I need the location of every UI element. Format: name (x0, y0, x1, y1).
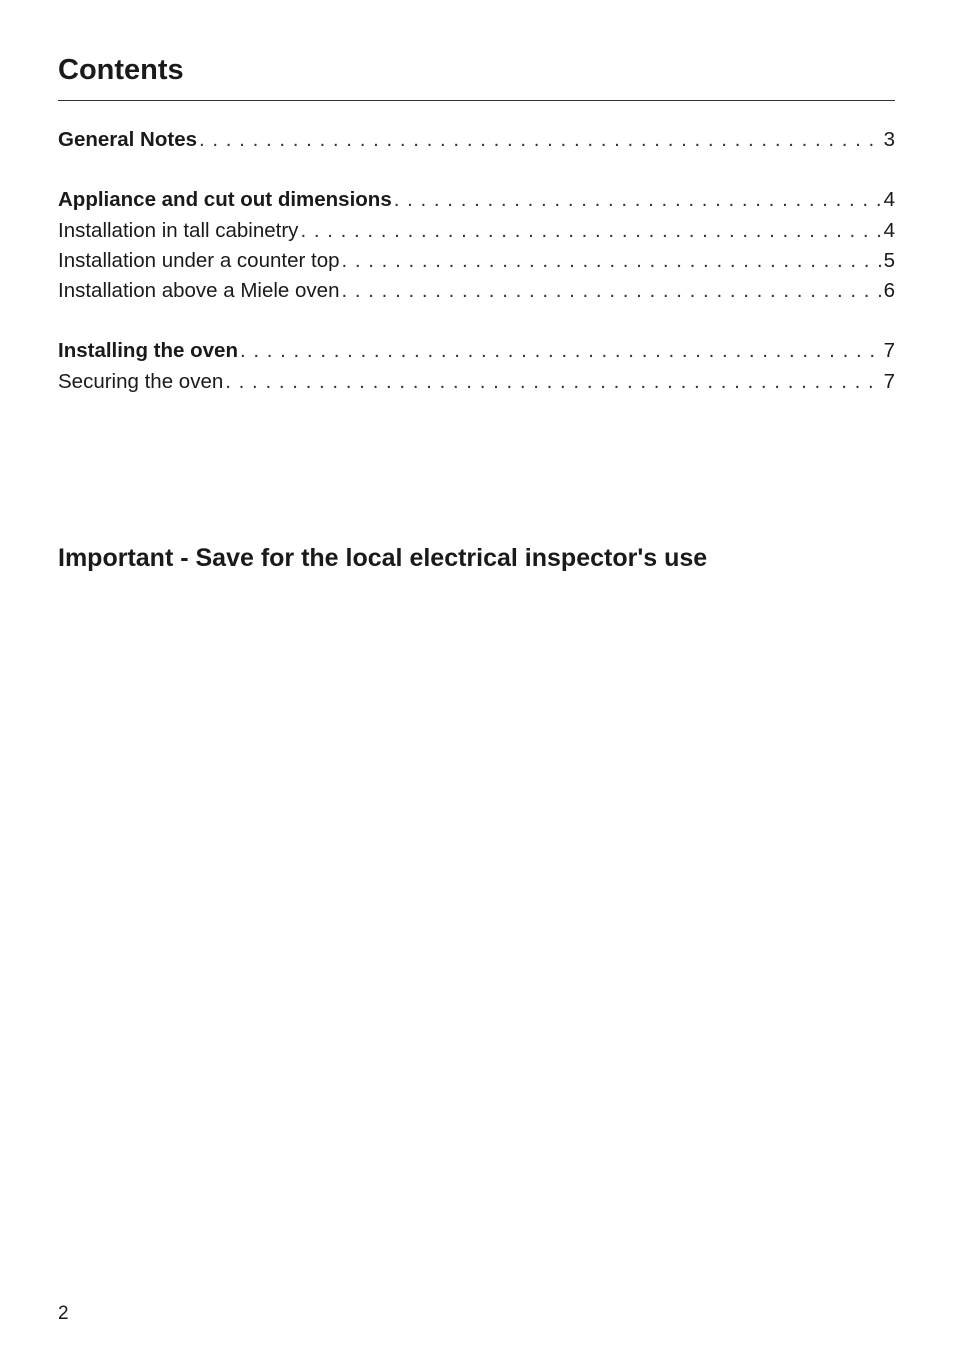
toc-dot-leader (199, 125, 882, 155)
toc-entry-page: 4 (883, 188, 895, 212)
toc-entry-label: Securing the oven (58, 369, 224, 393)
toc-entry-page: 4 (883, 218, 895, 242)
toc-entry-page: 5 (883, 248, 895, 272)
toc-dot-leader (342, 276, 882, 306)
toc-dot-leader (240, 336, 882, 366)
toc-entry-label: Installation above a Miele oven (58, 279, 340, 303)
toc-entry-securing-oven[interactable] (58, 367, 895, 397)
toc-entry-label: Installation under a counter top (58, 248, 340, 272)
toc-entry-page: 3 (883, 128, 895, 151)
toc-entry-tall-cabinetry[interactable] (58, 216, 895, 246)
page-number: 2 (58, 1303, 69, 1324)
toc-entry-page: 6 (883, 279, 895, 303)
toc-entry-label: Appliance and cut out dimensions (58, 188, 392, 212)
toc-entry-appliance-dimensions[interactable] (58, 185, 895, 215)
toc-dot-leader (342, 246, 882, 276)
toc-entry-label: General Notes (58, 128, 197, 151)
page-title: Contents (58, 54, 184, 86)
toc-entry-installing-oven[interactable] (58, 336, 895, 366)
toc-entry-label: Installation in tall cabinetry (58, 218, 299, 242)
toc-entry-page: 7 (883, 339, 895, 363)
toc-entry-above-miele-oven[interactable] (58, 276, 895, 306)
toc-entry-general-notes[interactable] (58, 125, 895, 155)
toc-entry-page: 7 (883, 369, 895, 393)
title-divider (58, 100, 895, 101)
important-notice-heading: Important - Save for the local electrical inspector's use (58, 544, 708, 572)
toc-entry-label: Installing the oven (58, 339, 238, 363)
toc-dot-leader (394, 185, 882, 215)
toc-entry-under-counter-top[interactable] (58, 246, 895, 276)
table-of-contents (58, 125, 895, 397)
toc-dot-leader (225, 367, 881, 397)
toc-dot-leader (300, 216, 881, 246)
